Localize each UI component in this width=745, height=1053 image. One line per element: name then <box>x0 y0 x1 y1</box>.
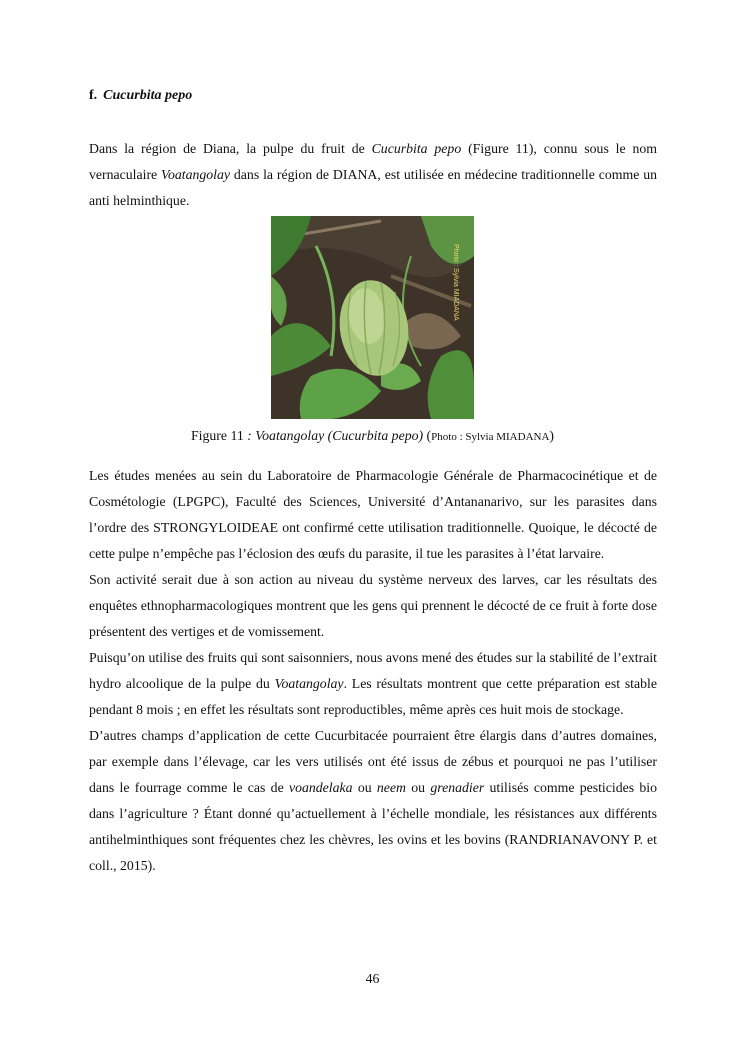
page-number: 46 <box>365 971 380 986</box>
section-number: f. <box>89 88 98 103</box>
figure-caption <box>0 428 745 444</box>
section-title: Cucurbita pepo <box>103 88 193 103</box>
species-name: Cucurbita pepo <box>371 141 462 156</box>
figure-label: Figure 11 <box>190 428 244 443</box>
p4-emphasis-2: neem <box>376 780 407 795</box>
section-heading <box>89 88 192 104</box>
p4-text-b: ou <box>352 780 377 795</box>
vernacular-name: Voatangolay <box>161 167 231 182</box>
body-paragraph-4 <box>89 723 657 879</box>
p3-emphasis: Voatangolay <box>274 676 344 691</box>
body-paragraph-3 <box>89 645 657 723</box>
p4-text-c: ou <box>406 780 431 795</box>
credit-close: ) <box>549 428 555 443</box>
p3-text-a: Puisqu’on utilise des fruits qui sont saisonniers, nous avons mené des études sur la stabilité de l’extrait hydro alcoolique de la pulpe du <box>89 650 657 691</box>
body-text <box>89 463 657 879</box>
body-paragraph-2: Son activité serait due à son action au niveau du système nerveux des larves, car les résultats des enquêtes ethnopharmacologiques montrent que les gens qui prennent le décocté de ce fruit à forte dose présentent des vertiges et de vomissement. <box>89 572 657 639</box>
p4-emphasis-1: voandelaka <box>288 780 353 795</box>
body-paragraph-1: Les études menées au sein du Laboratoire de Pharmacologie Générale de Pharmacocinétique et de Cosmétologie (LPGPC), Faculté des Sciences, Université d’Antananarivo, sur les parasites dans l’ordre des STRONGYLOIDEAE ont confirmé cette utilisation traditionnelle. Quoique, le décocté de cette pulpe n’empêche pas l’éclosion des œufs du parasite, il tue les parasites à l’état larvaire. <box>89 468 657 561</box>
intro-text-1: Dans la région de Diana, la pulpe du fruit de <box>89 141 372 156</box>
figure-subtitle: : Voatangolay (Cucurbita pepo) <box>243 428 424 443</box>
credit-open: ( <box>423 428 432 443</box>
p3-text-b: . Les résultats montrent que cette préparation est stable pendant 8 mois ; en effet les résultats sont reproductibles, même après ces huit mois de stockage. <box>89 676 657 717</box>
p4-emphasis-3: grenadier <box>430 780 485 795</box>
p4-text-d: utilisés comme pesticides bio dans l’agriculture ? Étant donné qu’actuellement à l’échelle mondiale, les résistances aux différents antihelminthiques sont fréquentes chez les chèvres, les ovins et les bovins (RANDRIANAVONY P. et coll., 2015). <box>89 780 657 873</box>
p4-text-a: D’autres champs d’application de cette Cucurbitacée pourraient être élargis dans d’autres domaines, par exemple dans l’élevage, car les vers utilisés ont été issus de zébus et pourquoi ne pas l’utiliser dans le fourrage comme le cas de <box>89 728 657 795</box>
intro-text-2: (Figure 11), connu sous le nom vernaculaire <box>89 141 657 182</box>
intro-paragraph <box>89 136 657 214</box>
cucurbita-fruit-photo <box>271 216 474 419</box>
photo-watermark: Photo : Sylvia MIADANA <box>452 244 459 321</box>
photo-credit: Photo : Sylvia MIADANA <box>431 431 550 443</box>
intro-text-3: dans la région de DIANA, est utilisée en médecine traditionnelle comme un anti helminthique. <box>89 167 657 208</box>
